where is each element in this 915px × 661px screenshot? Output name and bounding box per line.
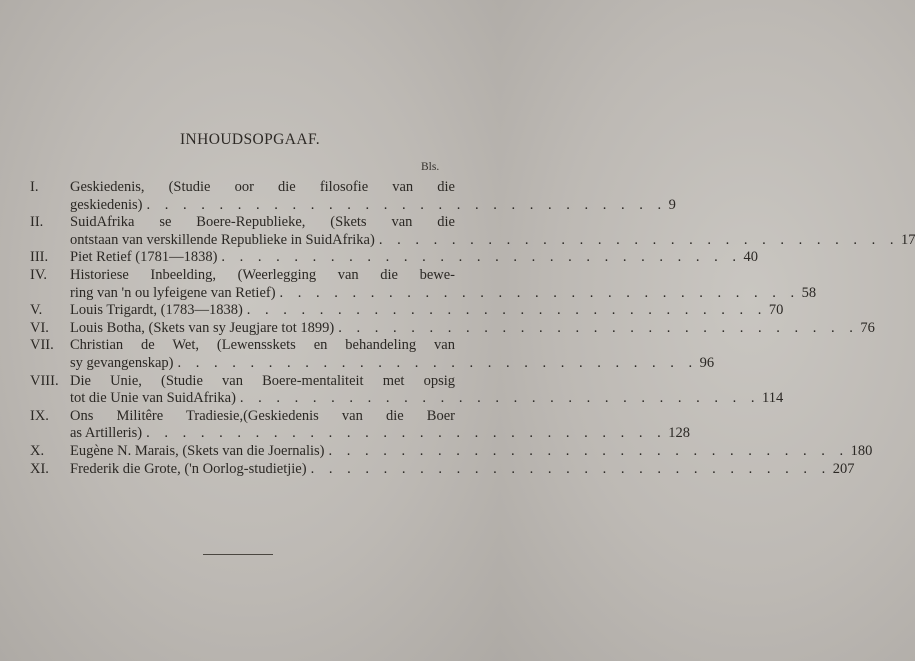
toc-entry — [30, 266, 817, 302]
chapter-title-block — [70, 214, 915, 249]
chapter-title-text: geskiedenis) — [70, 196, 143, 213]
chapter-title-block — [70, 460, 855, 479]
page-number: 58 — [801, 284, 817, 301]
page-number: 207 — [832, 460, 855, 477]
chapter-title-text: as Artilleris) — [70, 425, 143, 442]
chapter-number: V. — [30, 302, 43, 319]
chapter-title-line — [70, 390, 784, 408]
dot-leader: . . . . . . . . . . . . . . . . . . . . . . . . . . . . . — [338, 319, 859, 336]
chapter-title-text: Louis Botha, (Skets van sy Jeugjare tot 1899) — [70, 319, 335, 336]
chapter-title-line — [70, 337, 455, 355]
toc-entry — [30, 319, 875, 338]
chapter-title-text: Geskiedenis, (Studie oor die filosofie van die — [70, 179, 455, 195]
chapter-title-line — [70, 302, 784, 320]
page-number: 180 — [850, 442, 873, 459]
chapter-title-line — [70, 231, 915, 250]
dot-leader: . . . . . . . . . . . . . . . . . . . . . . . . . . . . . — [221, 249, 742, 266]
page-number: 70 — [768, 302, 784, 319]
toc-entry — [30, 407, 690, 443]
chapter-title-line — [70, 284, 817, 303]
divider — [203, 554, 273, 555]
chapter-title-block — [70, 302, 784, 320]
chapter-number: IV. — [30, 266, 48, 283]
dot-leader: . . . . . . . . . . . . . . . . . . . . . . . . . . . . . — [328, 442, 849, 459]
chapter-title-line — [70, 179, 455, 197]
chapter-title-text: ontstaan van verskillende Republieke in SuidAfrika) — [70, 231, 375, 248]
chapter-title-text: Louis Trigardt, (1783—1838) — [70, 302, 243, 319]
chapter-title-block — [70, 372, 784, 408]
page-column-label: Bls. — [421, 161, 440, 173]
dot-leader: . . . . . . . . . . . . . . . . . . . . . . . . . . . . . — [310, 460, 831, 477]
chapter-number: X. — [30, 442, 45, 459]
chapter-title-line — [70, 249, 759, 267]
chapter-title-text: sy gevangenskap) — [70, 354, 174, 371]
table-of-contents — [30, 179, 915, 478]
chapter-title-text: Historiese Inbeelding, (Weerlegging van die bewe- — [70, 266, 455, 283]
page-number: 114 — [762, 390, 784, 407]
toc-entry — [30, 302, 784, 320]
dot-leader: . . . . . . . . . . . . . . . . . . . . . . . . . . . . . — [246, 302, 767, 319]
dot-leader: . . . . . . . . . . . . . . . . . . . . . . . . . . . . . — [239, 390, 761, 407]
chapter-title-block — [70, 266, 817, 302]
chapter-title-text: ring van 'n ou lyfeigene van Retief) — [70, 284, 276, 301]
chapter-title-block — [70, 337, 715, 372]
chapter-title-line — [70, 267, 455, 285]
page-number: 76 — [860, 319, 875, 336]
chapter-title-line — [70, 196, 676, 215]
chapter-title-line — [70, 460, 855, 479]
chapter-number: IX. — [30, 407, 49, 424]
chapter-title-text: Frederik die Grote, ('n Oorlog-studietjie) — [70, 460, 307, 477]
chapter-title-line — [70, 214, 455, 232]
toc-entry — [30, 214, 915, 249]
chapter-title-block — [70, 442, 873, 461]
chapter-title-text: Die Unie, (Studie van Boere-mentaliteit met opsig — [70, 372, 455, 389]
chapter-number: XI. — [30, 460, 49, 477]
page-number: 9 — [668, 196, 676, 213]
page-number: 17 — [900, 231, 915, 248]
chapter-title-text: Eugène N. Marais, (Skets van die Joernalis) — [70, 442, 325, 459]
toc-entry — [30, 337, 715, 372]
chapter-title-text: SuidAfrika se Boere-Republieke, (Skets van die — [70, 214, 455, 231]
toc-entry — [30, 372, 784, 408]
chapter-number: VIII. — [30, 372, 59, 389]
chapter-title-line — [70, 408, 455, 426]
chapter-title-text: Piet Retief (1781—1838) — [70, 249, 218, 266]
chapter-title-block — [70, 319, 875, 338]
chapter-title-line — [70, 354, 715, 373]
page-number: 96 — [699, 354, 715, 371]
toc-entry — [30, 460, 855, 479]
dot-leader: . . . . . . . . . . . . . . . . . . . . . . . . . . . . . — [146, 196, 667, 213]
chapter-title-block — [70, 179, 676, 214]
dot-leader: . . . . . . . . . . . . . . . . . . . . . . . . . . . . . — [177, 354, 698, 371]
chapter-title-block — [70, 249, 759, 267]
chapter-title-text: tot die Unie van SuidAfrika) — [70, 390, 236, 407]
chapter-title-line — [70, 319, 875, 338]
dot-leader: . . . . . . . . . . . . . . . . . . . . . . . . . . . . . — [279, 284, 800, 301]
chapter-number: VII. — [30, 337, 54, 354]
toc-entry — [30, 249, 759, 267]
chapter-number: II. — [30, 214, 44, 231]
chapter-title-text: Ons Militêre Tradiesie,(Geskiedenis van die Boer — [70, 407, 455, 424]
page-number: 128 — [668, 425, 690, 442]
chapter-title-block — [70, 407, 690, 443]
chapter-title-line — [70, 373, 455, 391]
toc-entry — [30, 442, 873, 461]
chapter-title-line — [70, 425, 690, 443]
dot-leader: . . . . . . . . . . . . . . . . . . . . . . . . . . . . . — [378, 231, 899, 248]
chapter-number: VI. — [30, 319, 49, 336]
chapter-number: I. — [30, 179, 39, 195]
toc-entry — [30, 179, 676, 214]
chapter-title-text: Christian de Wet, (Lewensskets en behandeling van — [70, 337, 455, 354]
chapter-title-line — [70, 442, 873, 461]
chapter-number: III. — [30, 249, 49, 266]
dot-leader: . . . . . . . . . . . . . . . . . . . . . . . . . . . . . — [146, 425, 667, 442]
page-title: INHOUDSOPGAAF. — [180, 131, 320, 148]
page-number: 40 — [743, 249, 759, 266]
